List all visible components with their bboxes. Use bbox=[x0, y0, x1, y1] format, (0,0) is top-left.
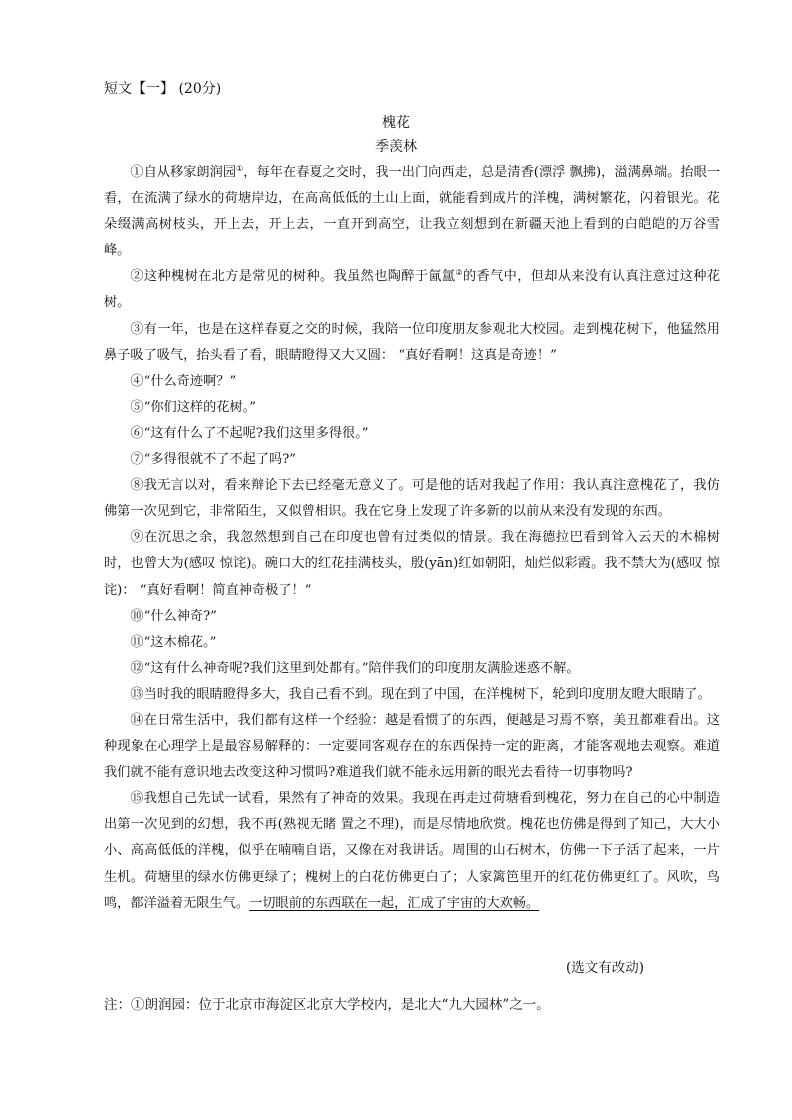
article-author: 季羡林 bbox=[375, 139, 417, 155]
article-title: 槐花 bbox=[382, 115, 410, 131]
section-heading: 短文【一】 (20分) bbox=[104, 81, 222, 97]
footnote-marker: ② bbox=[455, 268, 464, 278]
paragraph-6: ⑥“这有什么了不起呢?我们这里多得很。” bbox=[130, 425, 369, 441]
paragraph-13: ⑬当时我的眼睛瞪得多大，我自己看不到。现在到了中国，在洋槐树下，轮到印度朋友瞪大眼睛了。 bbox=[130, 686, 711, 702]
paragraph-4: ④“什么奇迹啊？” bbox=[130, 373, 237, 389]
paragraph-2: ②这种槐树在北方是常见的树种。我虽然也陶醉于氤氲②的香气中，但却从来没有认真注意过这种花树。 bbox=[104, 268, 721, 311]
paragraph-12: ⑫“这有什么神奇呢?我们这里到处都有。”陪伴我们的印度朋友满脸迷惑不解。 bbox=[130, 660, 580, 676]
paragraph-3: ③有一年，也是在这样春夏之交的时候，我陪一位印度朋友参观北大校园。走到槐花树下，他猛然用鼻子吸了吸气，抬头看了看，眼睛瞪得又大又圆： “真好看啊！这真是奇迹！” bbox=[104, 321, 720, 363]
paragraph-15: ⑮我想自己先试一试看，果然有了神奇的效果。我现在再走过荷塘看到槐花，努力在自己的心中制造出第一次见到的幻想，我不再(熟视无睹 置之不理)，而是尽情地欣赏。槐花也仿佛是得到了知己，大大小小、高高低低的洋槐，似乎在喃喃自语，又像在对我讲话。周围的山石树木，仿佛一下子活了起来，一片生机。荷塘里的绿水仿佛更绿了；槐树上的白花仿佛更白了；人家篱笆里开的红花仿佛更红了。风吹，鸟鸣，都洋溢着无限生气。一切眼前的东西联在一起，汇成了宇宙的大欢畅。 bbox=[104, 791, 720, 911]
paragraph-9: ⑨在沉思之余，我忽然想到自己在印度也曾有过类似的情景。我在海德拉巴看到耸入云天的木棉树时，也曾大为(感叹 惊诧)。碗口大的红花挂满枝头，殷(yān)红如朝阳，灿烂似彩霞。我不禁大为(感叹 惊诧)： “真好看啊！简直神奇极了！” bbox=[104, 530, 720, 598]
paragraph-7: ⑦“多得很就不了不起了吗?” bbox=[130, 452, 297, 468]
footnote-marker: ① bbox=[236, 164, 244, 173]
paragraph-10: ⑩“什么神奇?” bbox=[130, 608, 217, 624]
article-body bbox=[104, 160, 720, 917]
paragraph-11: ⑪“这木棉花。” bbox=[130, 634, 217, 650]
underlined-sentence: 一切眼前的东西联在一起，汇成了宇宙的大欢畅。 bbox=[249, 895, 540, 911]
paragraph-1: ①自从移家朗润园①，每年在春夏之交时，我一出门向西走，总是清香(漂浮 飘拂)，溢满鼻端。抬眼一看，在流满了绿水的荷塘岸边，在高高低低的土山上面，就能看到成片的洋槐，满树繁花，闪着银光。花朵缀满高树枝头，开上去，开上去，一直开到高空，让我立刻想到在新疆天池上看到的白皑皑的万谷雪峰。 bbox=[104, 164, 721, 259]
paragraph-5: ⑤“你们这样的花树。” bbox=[130, 399, 256, 415]
paragraph-14: ⑭在日常生活中，我们都有这样一个经验：越是看惯了的东西，便越是习焉不察，美丑都难看出。这种现象在心理学上是最容易解释的：一定要同客观存在的东西保持一定的距离，才能客观地去观察。难道我们就不能有意识地去改变这种习惯吗?难道我们就不能永远用新的眼光去看待一切事物吗? bbox=[104, 712, 720, 781]
paragraph-8: ⑧我无言以对，看来辩论下去已经毫无意义了。可是他的话对我起了作用：我认真注意槐花了，我仿佛第一次见到它，非常陌生，又似曾相识。我在它身上发现了许多新的以前从来没有发现的东西。 bbox=[104, 478, 720, 520]
source-note: (选文有改动) bbox=[565, 960, 644, 976]
footnote: 注：①朗润园：位于北京市海淀区北京大学校内，是北大“九大园林”之一。 bbox=[104, 997, 550, 1013]
